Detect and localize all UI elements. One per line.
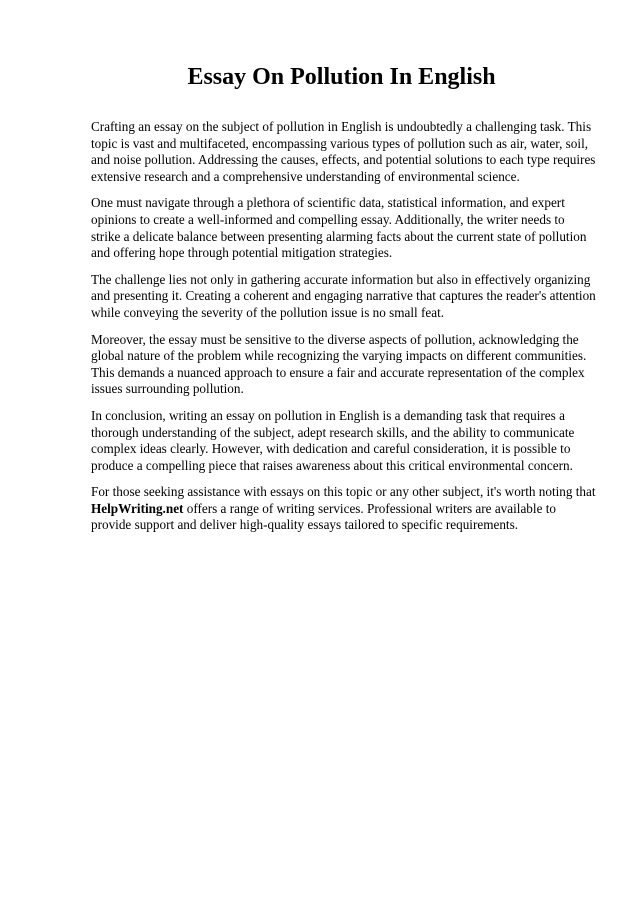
paragraph-3: The challenge lies not only in gathering accurate information but also in effectively organizing and presenting it. Creating a coherent and engaging narrative that captures the reader's attention while conveying the severity of the pollution issue is no small feat.	[91, 271, 596, 320]
document-body	[91, 119, 596, 544]
paragraph-6-outro: offers a range of writing services. Professional writers are available to provide support and deliver high-quality essays tailored to specific requirements.	[91, 500, 556, 533]
paragraph-5: In conclusion, writing an essay on pollution in English is a demanding task that requires a thorough understanding of the subject, adept research skills, and the ability to communicate complex ideas clearly. However, with dedication and careful consideration, it is possible to produce a compelling piece that raises awareness about this critical environmental concern.	[91, 407, 575, 473]
document-title: Essay On Pollution In English	[187, 64, 496, 90]
paragraph-2: One must navigate through a plethora of scientific data, statistical information, and expert opinions to create a well-informed and compelling essay. Additionally, the writer needs to strike a delicate balance between presenting alarming facts about the current state of pollution and offering hope through potential mitigation strategies.	[91, 195, 587, 261]
paragraph-6	[91, 484, 596, 534]
paragraph-1: Crafting an essay on the subject of pollution in English is undoubtedly a challenging task. This topic is vast and multifaceted, encompassing various types of pollution such as air, water, soil, and noise pollution. Addressing the causes, effects, and potential solutions to each type requires extensive research and a comprehensive understanding of environmental science.	[91, 119, 596, 184]
paragraph-4: Moreover, the essay must be sensitive to the diverse aspects of pollution, acknowledging the global nature of the problem while recognizing the varying impacts on different communities. This demands a nuanced approach to ensure a fair and accurate representation of the complex issues surrounding pollution.	[91, 331, 587, 397]
paragraph-6-intro: For those seeking assistance with essays on this topic or any other subject, it's worth noting that	[91, 484, 596, 500]
brand-name: HelpWriting.net	[91, 500, 184, 516]
